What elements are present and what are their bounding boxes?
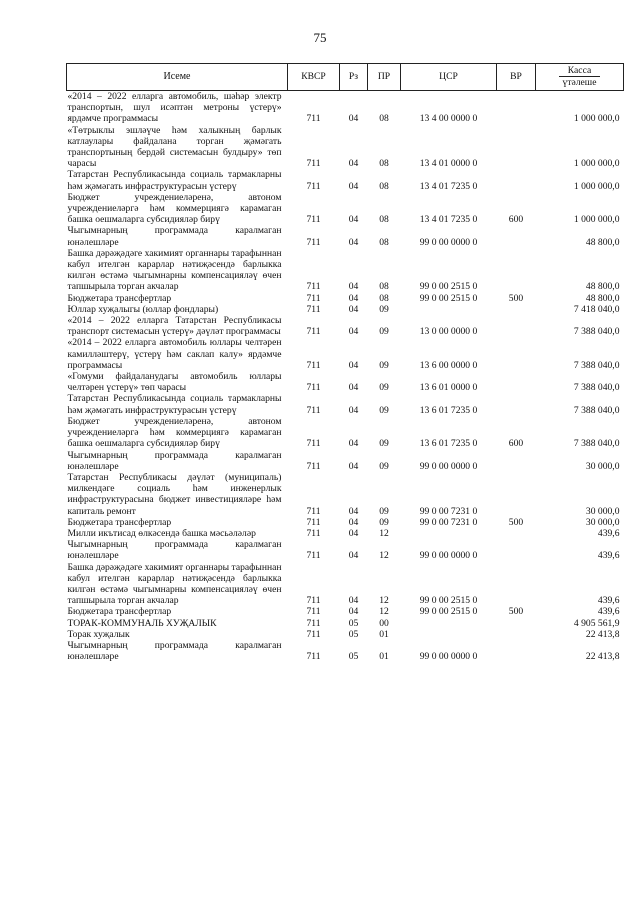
row-name: Татарстан Республикасында социаль тармакларны һәм җәмәгать инфраструктурасын үстерү	[67, 393, 282, 416]
row-name: Чыгымнарның программада каралмаган юнәлешләре	[67, 639, 282, 663]
row-vr: 600	[508, 214, 524, 226]
row-vr: 600	[508, 438, 524, 450]
row-csr: 13 6 01 7235 0	[419, 438, 478, 450]
row-vr	[497, 125, 536, 170]
row-pr: 12	[379, 595, 389, 607]
row-rz: 04	[348, 606, 359, 618]
row-amount: 22 413,8	[585, 628, 620, 640]
row-rz: 05	[348, 628, 359, 640]
row-rz: 04	[348, 180, 359, 192]
row-kvsr: 711	[306, 617, 321, 629]
row-name: Бюджетара трансфертлар	[67, 606, 172, 618]
row-kvsr: 711	[306, 382, 321, 394]
row-csr: 99 0 00 0000 0	[419, 651, 478, 663]
table-row	[67, 528, 624, 539]
row-csr: 99 0 00 0000 0	[419, 236, 478, 248]
row-amount: 1 000 000,0	[573, 214, 620, 226]
row-name: «2014 – 2022 елларга Татарстан Республикасы транспорт системасын үстерү» дәүләт программасы	[67, 315, 282, 338]
table-row	[67, 539, 624, 561]
row-kvsr: 711	[306, 359, 321, 371]
row-amount: 7 388 040,0	[573, 359, 620, 371]
row-rz: 04	[348, 158, 359, 170]
row-kvsr: 711	[306, 281, 321, 293]
table-row	[67, 91, 624, 125]
row-amount: 7 388 040,0	[573, 382, 620, 394]
row-name: Милли икътисад өлкәсендә башка мәсьәләләр	[67, 527, 256, 539]
row-kvsr: 711	[306, 606, 321, 618]
row-rz: 04	[348, 359, 359, 371]
row-rz: 05	[348, 651, 359, 663]
row-kvsr: 711	[306, 236, 321, 248]
table-row	[67, 371, 624, 393]
table-row	[67, 337, 624, 371]
row-amount: 7 418 040,0	[573, 303, 620, 315]
table-row	[67, 640, 624, 662]
row-kvsr: 711	[306, 158, 321, 170]
row-pr: 09	[379, 505, 389, 517]
row-pr: 12	[379, 550, 389, 562]
row-csr	[401, 528, 497, 539]
row-name: Татарстан Республикасы дәүләт (муниципаль) милкендәге социаль һәм инженерлык инфраструктурасына бюджет инвестицияләре һәм капиталь ремонт	[67, 471, 282, 517]
table-row	[67, 629, 624, 640]
table-row	[67, 606, 624, 617]
row-amount: 48 800,0	[585, 292, 620, 304]
row-pr: 00	[379, 617, 389, 629]
row-vr	[497, 371, 536, 393]
header-amount	[536, 64, 624, 91]
page-number: 75	[313, 30, 327, 45]
row-kvsr: 711	[306, 292, 321, 304]
header-vr: ВР	[497, 64, 536, 91]
row-amount: 1 000 000,0	[573, 113, 620, 125]
row-amount: 1 000 000,0	[573, 158, 620, 170]
row-name: Башка дәрәҗәдәге хакимият органнары тарафыннан кабул ителгән карарлар нәтиҗәсендә барлыкка килгән өстәмә чыгымнарны компенсацияләү өчен тапшырыла торган акчалар	[67, 561, 282, 607]
row-name: Бюджет учреждениеләренә, автоном учреждениеләргә һәм коммерциягә карамаган башка оешмаларга субсидияләр бирү	[67, 415, 282, 450]
row-csr: 13 4 01 7235 0	[419, 180, 478, 192]
row-amount: 7 388 040,0	[573, 326, 620, 338]
row-amount: 1 000 000,0	[573, 180, 620, 192]
row-pr: 08	[379, 113, 389, 125]
row-vr	[497, 528, 536, 539]
row-csr: 13 4 00 0000 0	[419, 113, 478, 125]
row-pr: 08	[379, 214, 389, 226]
table-row	[67, 192, 624, 226]
row-csr: 13 6 01 0000 0	[419, 382, 478, 394]
row-pr: 09	[379, 460, 389, 472]
row-vr	[497, 248, 536, 293]
row-pr: 12	[379, 527, 389, 539]
row-csr: 99 0 00 2515 0	[419, 281, 478, 293]
row-pr: 09	[379, 404, 389, 416]
table-row	[67, 225, 624, 247]
table-row	[67, 517, 624, 528]
row-kvsr: 711	[306, 214, 321, 226]
row-pr: 09	[379, 516, 389, 528]
row-rz: 04	[348, 550, 359, 562]
table-row	[67, 169, 624, 191]
row-kvsr: 711	[306, 303, 321, 315]
row-name: Чыгымнарның программада каралмаган юнәлешләре	[67, 225, 282, 248]
row-amount: 4 905 561,9	[573, 617, 620, 629]
table-row	[67, 618, 624, 629]
row-vr	[497, 629, 536, 640]
row-vr	[497, 450, 536, 472]
row-name: «2014 – 2022 елларга автомобиль юллары челтәрен камилләштерү, үстерү һәм саклап калу» ярдәмче программасы	[67, 337, 282, 371]
row-amount: 439,6	[597, 527, 620, 539]
row-name: Бюджетара трансфертлар	[67, 516, 172, 528]
row-amount: 30 000,0	[585, 516, 620, 528]
row-amount: 439,6	[597, 550, 620, 562]
row-kvsr: 711	[306, 438, 321, 450]
table-row	[67, 562, 624, 607]
row-rz: 04	[348, 382, 359, 394]
row-vr	[497, 562, 536, 607]
row-kvsr: 711	[306, 404, 321, 416]
header-kvsr: КВСР	[288, 64, 340, 91]
row-kvsr: 711	[306, 651, 321, 663]
row-csr	[401, 304, 497, 315]
row-pr: 08	[379, 292, 389, 304]
table-row	[67, 472, 624, 517]
row-csr: 13 0 00 0000 0	[419, 326, 478, 338]
row-kvsr: 711	[306, 527, 321, 539]
row-amount: 7 388 040,0	[573, 404, 620, 416]
row-vr: 500	[508, 606, 524, 618]
row-vr	[497, 225, 536, 247]
row-kvsr: 711	[306, 505, 321, 517]
row-pr: 09	[379, 326, 389, 338]
table-row	[67, 304, 624, 315]
row-csr: 13 6 00 0000 0	[419, 359, 478, 371]
row-vr	[497, 472, 536, 517]
row-pr: 12	[379, 606, 389, 618]
row-rz: 04	[348, 236, 359, 248]
row-rz: 04	[348, 404, 359, 416]
row-vr	[497, 91, 536, 125]
row-name: «Төтрыклы эшләүче һәм халыкның барлык катлаулары файдалана торган җәмәгать транспортының бердәй системасын булдыру» төп чарасы	[67, 124, 282, 170]
row-vr: 500	[508, 516, 524, 528]
row-pr: 01	[379, 651, 389, 663]
row-amount: 30 000,0	[585, 460, 620, 472]
row-csr: 99 0 00 7231 0	[419, 505, 478, 517]
row-rz: 04	[348, 303, 359, 315]
row-amount: 439,6	[597, 606, 620, 618]
row-csr: 99 0 00 0000 0	[419, 550, 478, 562]
header-name: Исеме	[67, 64, 288, 91]
row-vr	[497, 337, 536, 371]
row-name: Юллар хуҗалыгы (юллар фондлары)	[67, 303, 219, 315]
row-kvsr: 711	[306, 326, 321, 338]
row-csr: 99 0 00 2515 0	[419, 606, 478, 618]
row-rz: 04	[348, 527, 359, 539]
row-vr	[497, 393, 536, 415]
row-rz: 04	[348, 438, 359, 450]
row-name: «2014 – 2022 елларга автомобиль, шәһәр электр транспортын, шул исәптән метроны үстерү» ярдәмче программасы	[67, 91, 282, 125]
row-rz: 04	[348, 326, 359, 338]
row-rz: 05	[348, 617, 359, 629]
row-pr: 08	[379, 281, 389, 293]
row-csr: 13 4 01 7235 0	[419, 214, 478, 226]
row-name: Татарстан Республикасында социаль тармакларны һәм җәмәгать инфраструктурасын үстерү	[67, 169, 282, 192]
row-amount: 439,6	[597, 595, 620, 607]
row-vr	[497, 640, 536, 662]
row-kvsr: 711	[306, 550, 321, 562]
row-vr	[497, 304, 536, 315]
table-body	[67, 91, 624, 663]
row-kvsr: 711	[306, 628, 321, 640]
row-pr: 09	[379, 438, 389, 450]
row-amount: 7 388 040,0	[573, 438, 620, 450]
row-csr: 13 4 01 0000 0	[419, 158, 478, 170]
row-pr: 09	[379, 382, 389, 394]
row-rz: 04	[348, 214, 359, 226]
row-vr	[497, 618, 536, 629]
table-row	[67, 393, 624, 415]
row-name: Бюджет учреждениеләренә, автоном учреждениеләргә һәм коммерциягә карамаган башка оешмаларга субсидияләр бирү	[67, 191, 282, 226]
header-pr: ПР	[368, 64, 401, 91]
row-vr	[497, 539, 536, 561]
row-amount: 48 800,0	[585, 281, 620, 293]
row-pr: 09	[379, 359, 389, 371]
row-kvsr: 711	[306, 113, 321, 125]
row-kvsr: 711	[306, 516, 321, 528]
row-pr: 01	[379, 628, 389, 640]
row-csr: 99 0 00 2515 0	[419, 292, 478, 304]
row-name: Чыгымнарның программада каралмаган юнәлешләре	[67, 449, 282, 472]
row-csr	[401, 629, 497, 640]
table-row	[67, 315, 624, 337]
header-amount-line2: үтәлеше	[559, 76, 601, 88]
row-name: Торак хуҗалык	[67, 628, 130, 640]
budget-table	[66, 63, 624, 662]
header-amount-line1: Касса	[567, 65, 592, 77]
row-vr: 500	[508, 292, 524, 304]
row-rz: 04	[348, 505, 359, 517]
row-amount: 22 413,8	[585, 651, 620, 663]
row-pr: 09	[379, 303, 389, 315]
row-csr	[401, 618, 497, 629]
row-rz: 04	[348, 595, 359, 607]
row-pr: 08	[379, 236, 389, 248]
table-row	[67, 450, 624, 472]
row-csr: 99 0 00 2515 0	[419, 595, 478, 607]
row-rz: 04	[348, 516, 359, 528]
header-rz: Рз	[340, 64, 368, 91]
row-pr: 08	[379, 180, 389, 192]
row-csr: 13 6 01 7235 0	[419, 404, 478, 416]
row-amount: 30 000,0	[585, 505, 620, 517]
row-name: «Гомуми файдаланудагы автомобиль юллары челтәрен үстерү» төп чарасы	[67, 371, 282, 394]
table-row	[67, 248, 624, 293]
row-amount: 48 800,0	[585, 236, 620, 248]
row-rz: 04	[348, 460, 359, 472]
row-kvsr: 711	[306, 460, 321, 472]
row-name: ТОРАК-КОММУНАЛЬ ХУҖАЛЫК	[67, 617, 217, 629]
table-row	[67, 125, 624, 170]
header-csr: ЦСР	[401, 64, 497, 91]
row-vr	[497, 315, 536, 337]
row-name: Башка дәрәҗәдәге хакимият органнары тарафыннан кабул ителгән карарлар нәтиҗәсендә барлыкка килгән өстәмә чыгымнарны компенсацияләү өчен тапшырыла торган акчалар	[67, 247, 282, 293]
row-rz: 04	[348, 281, 359, 293]
row-vr	[497, 169, 536, 191]
row-rz: 04	[348, 113, 359, 125]
row-csr: 99 0 00 0000 0	[419, 460, 478, 472]
row-name: Бюджетара трансфертлар	[67, 292, 172, 304]
row-pr: 08	[379, 158, 389, 170]
row-rz: 04	[348, 292, 359, 304]
row-kvsr: 711	[306, 595, 321, 607]
row-name: Чыгымнарның программада каралмаган юнәлешләре	[67, 539, 282, 562]
table-row	[67, 293, 624, 304]
table-header-row	[67, 64, 624, 91]
row-csr: 99 0 00 7231 0	[419, 516, 478, 528]
row-kvsr: 711	[306, 180, 321, 192]
table-row	[67, 416, 624, 450]
